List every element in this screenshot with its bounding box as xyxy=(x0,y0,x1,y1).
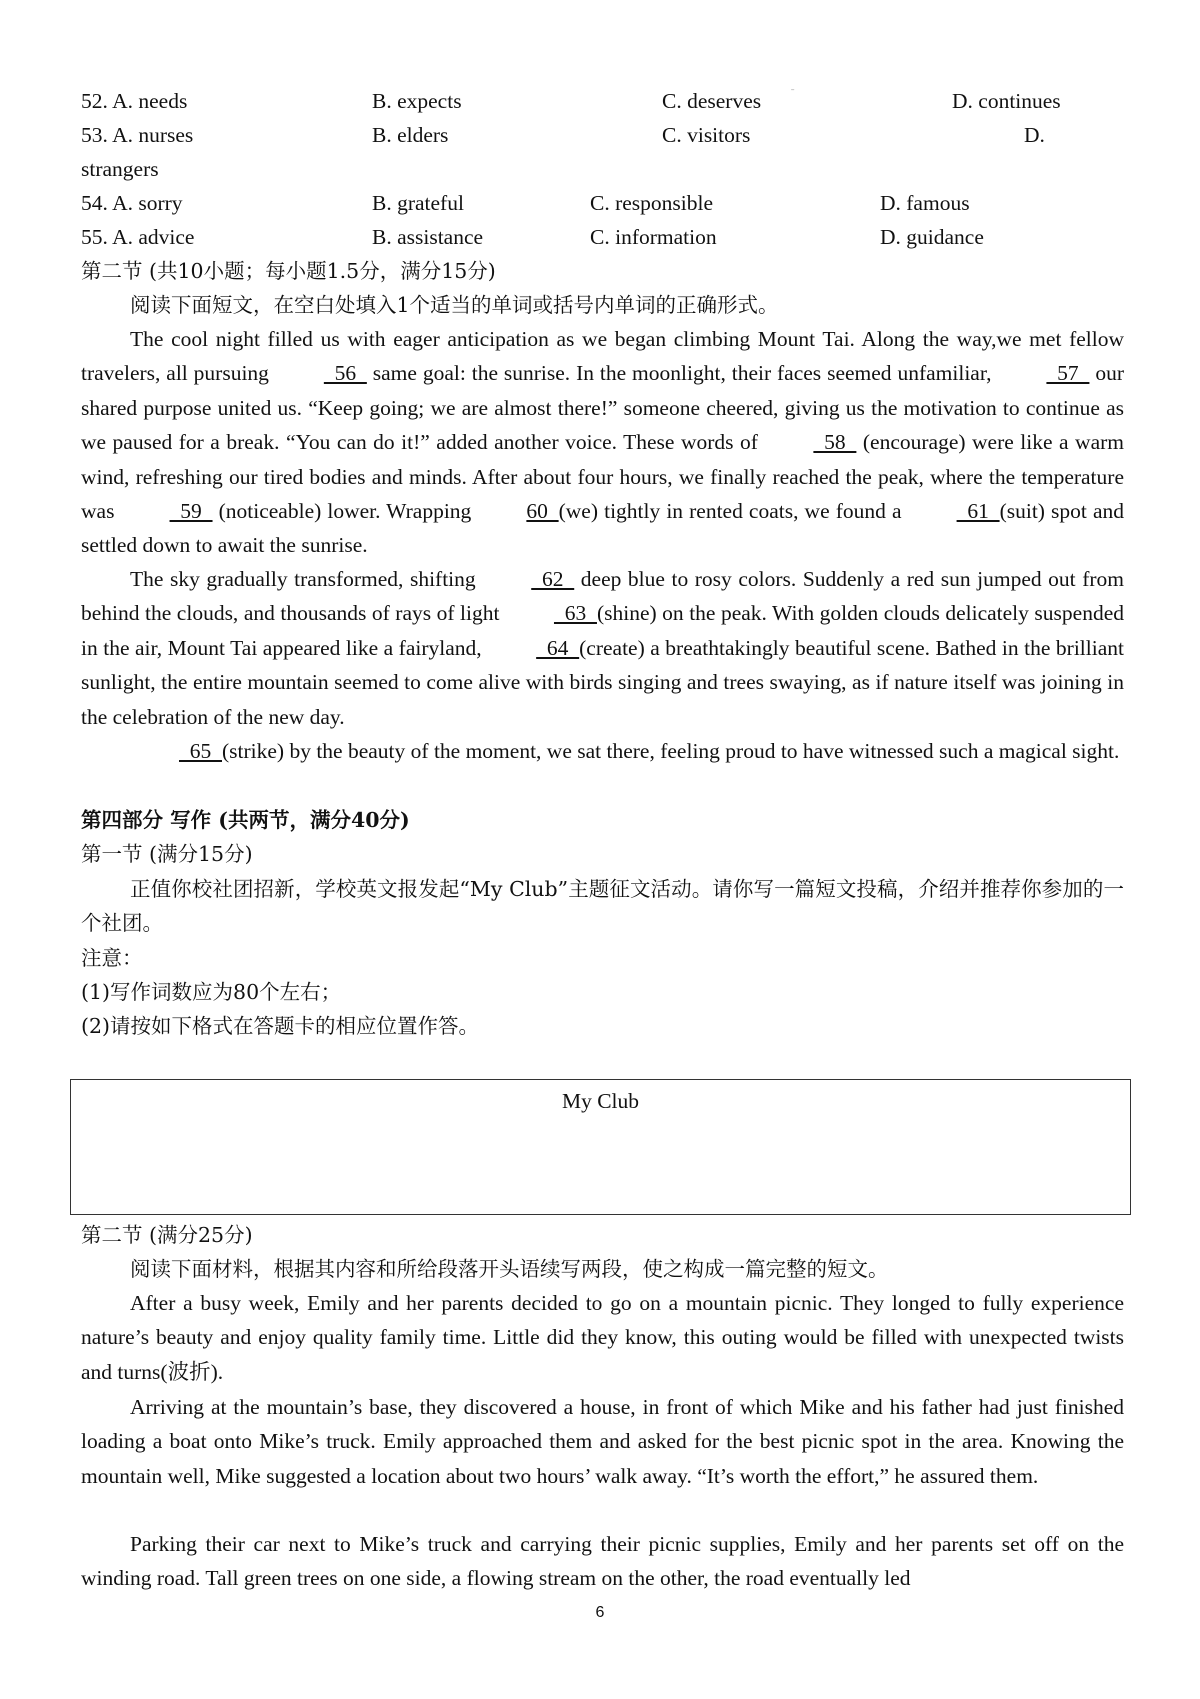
option-52-d: D. continues xyxy=(952,89,1061,113)
option-55-b: B. assistance xyxy=(372,225,484,249)
answer-format-box xyxy=(70,1079,1131,1215)
blank-59[interactable]: 59 xyxy=(169,499,213,524)
option-53-d-wrap: strangers xyxy=(81,157,159,181)
option-52-a: 52. A. needs xyxy=(81,89,188,113)
option-55-c: C. information xyxy=(590,225,717,249)
option-54-d: D. famous xyxy=(880,191,970,215)
notice-label: 注意： xyxy=(81,946,143,970)
option-54-b: B. grateful xyxy=(372,191,464,215)
story-paragraph-3: Parking their car next to Mike’s truck and carrying their picnic supplies, Emily and her parents set off on the winding road. Tall green trees on one side, a flowing stream on the other, the road eventually led xyxy=(81,1532,1124,1591)
story-paragraph-1: After a busy week, Emily and her parents decided to go on a mountain picnic. They longed to fully experience nature’s beauty and enjoy quality family time. Little did they know, this outing would be filled with unexpected twists and turns(波折). xyxy=(81,1291,1124,1384)
passage-paragraph-2: The sky gradually transformed, shifting 62 deep blue to rosy colors. Suddenly a red sun jumped out from behind the clouds, and thousands of rays of light 63 (shine) on the peak. With golden clouds delicately suspended in the air, Mount Tai appeared like a fairyland, 64 (create) a breathtakingly beautiful scene. Bathed in the brilliant sunlight, the entire mountain seemed to come alive with birds singing and trees swaying, as if nature itself was joining in the celebration of the new day. xyxy=(81,562,1124,734)
option-53-a: 53. A. nurses xyxy=(81,123,194,147)
answer-box-title: My Club xyxy=(561,1089,640,1113)
note-2: (2)请按如下格式在答题卡的相应位置作答。 xyxy=(81,1014,480,1038)
part4-section2-prompt: 阅读下面材料，根据其内容和所给段落开头语续写两段，使之构成一篇完整的短文。 xyxy=(130,1257,889,1281)
blank-65[interactable]: 65 xyxy=(179,739,222,763)
option-53-c: C. visitors xyxy=(662,123,751,147)
part4-section1-prompt: 正值你校社团招新，学校英文报发起“My Club”主题征文活动。请你写一篇短文投稿，介绍并推荐你参加的一个社团。 xyxy=(81,877,1124,935)
note-1: (1)写作词数应为80个左右； xyxy=(81,980,342,1004)
story-paragraph-2: Arriving at the mountain’s base, they discovered a house, in front of which Mike and his father had just finished loading a boat onto Mike’s truck. Emily approached them and asked for the best picnic spot in the area. Knowing the mountain well, Mike suggested a location about two hours’ walk away. “It’s worth the effort,” he assured them. xyxy=(81,1395,1124,1488)
blank-63[interactable]: 63 xyxy=(553,601,597,626)
option-53-b: B. elders xyxy=(372,123,449,147)
option-52-c: C. deserves xyxy=(662,89,762,113)
option-55-a: 55. A. advice xyxy=(81,225,195,249)
blank-64[interactable]: 64 xyxy=(536,635,580,660)
section2-heading: 第二节 (共10小题；每小题1.5分，满分15分) xyxy=(81,259,496,283)
blank-56[interactable]: 56 xyxy=(323,361,367,386)
option-52-b: B. expects xyxy=(372,89,462,113)
blank-62[interactable]: 62 xyxy=(531,567,575,591)
stray-mark: ˉ xyxy=(791,88,795,99)
part4-section1-heading: 第一节 (满分15分) xyxy=(81,842,253,866)
blank-57[interactable]: 57 xyxy=(1046,361,1090,386)
passage-paragraph-1: The cool night filled us with eager anticipation as we began climbing Mount Tai. Along the way,we met fellow travelers, all pursuing 56 same goal: the sunrise. In the moonlight, their faces seemed unfamiliar, 57 our shared purpose united us. “Keep going; we are almost there!” someone cheered, giving us the motivation to continue as we paused for a break. “You can do it!” added another voice. These words of 58 (encourage) were like a warm wind, refreshing our tired bodies and minds. After about four hours, we finally reached the peak, where the temperature was 59 (noticeable) lower. Wrapping 60 (we) tightly in rented coats, we found a 61 (suit) spot and settled down to await the sunrise. xyxy=(81,327,1125,558)
blank-58[interactable]: 58 xyxy=(813,430,857,455)
part4-section2-heading: 第二节 (满分25分) xyxy=(81,1223,253,1247)
page-number: 6 xyxy=(595,1604,605,1621)
blank-61[interactable]: 61 xyxy=(956,499,1000,524)
option-54-c: C. responsible xyxy=(590,191,714,215)
section2-instruction: 阅读下面短文，在空白处填入1个适当的单词或括号内单词的正确形式。 xyxy=(130,293,779,317)
blank-60[interactable]: 60 xyxy=(526,499,559,524)
option-55-d: D. guidance xyxy=(880,225,984,249)
part4-heading: 第四部分 写作 (共两节，满分40分) xyxy=(81,808,410,832)
option-54-a: 54. A. sorry xyxy=(81,191,183,215)
passage-paragraph-3: 65 (strike) by the beauty of the moment, we sat there, feeling proud to have witnessed such a magical sight. xyxy=(81,734,1124,768)
option-53-d: D. xyxy=(1024,123,1045,147)
